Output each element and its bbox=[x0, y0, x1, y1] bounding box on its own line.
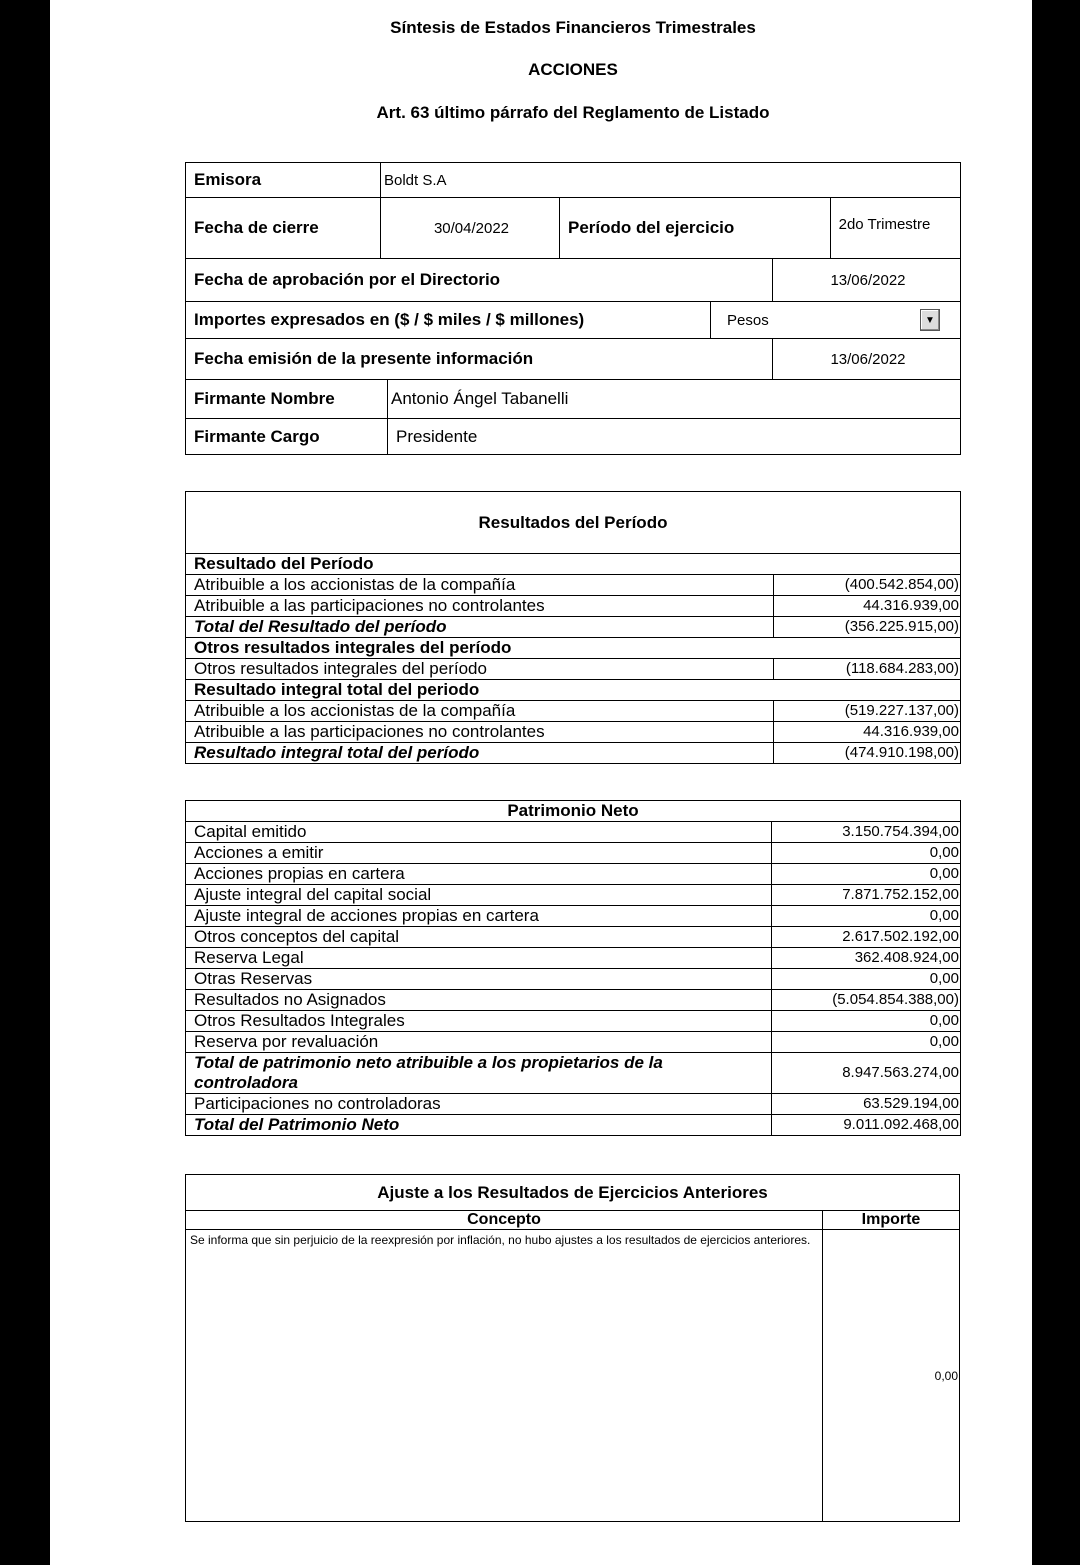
row-label: Otros Resultados Integrales bbox=[186, 1011, 772, 1032]
row-label: Otros resultados integrales del período bbox=[186, 659, 774, 680]
row-value: 0,00 bbox=[772, 843, 961, 864]
section-label: Resultado integral total del periodo bbox=[186, 680, 961, 701]
row-label: Resultados no Asignados bbox=[186, 990, 772, 1011]
emision-label: Fecha emisión de la presente información bbox=[186, 339, 773, 380]
emisora-label: Emisora bbox=[186, 163, 381, 198]
table-row bbox=[186, 638, 961, 659]
table-row bbox=[186, 575, 961, 596]
importe-header: Importe bbox=[823, 1211, 960, 1230]
periodo-label: Período del ejercicio bbox=[560, 198, 831, 259]
row-label: Otras Reservas bbox=[186, 969, 772, 990]
row-value: 0,00 bbox=[772, 864, 961, 885]
row-label: Otros conceptos del capital bbox=[186, 927, 772, 948]
ajuste-table bbox=[185, 1174, 960, 1522]
row-label: Total del Patrimonio Neto bbox=[186, 1115, 772, 1136]
section-label: Resultado del Período bbox=[186, 554, 961, 575]
row-value: 0,00 bbox=[772, 1011, 961, 1032]
row-label: Participaciones no controladoras bbox=[186, 1094, 772, 1115]
table-row bbox=[186, 885, 961, 906]
row-value: 362.408.924,00 bbox=[772, 948, 961, 969]
row-value: 44.316.939,00 bbox=[774, 722, 961, 743]
row-label: Ajuste integral del capital social bbox=[186, 885, 772, 906]
row-value: 0,00 bbox=[772, 969, 961, 990]
row-value: (118.684.283,00) bbox=[774, 659, 961, 680]
patrimonio-title: Patrimonio Neto bbox=[186, 801, 961, 822]
firmante-cargo-label: Firmante Cargo bbox=[186, 419, 388, 455]
table-row bbox=[186, 659, 961, 680]
row-value: 0,00 bbox=[772, 906, 961, 927]
table-row bbox=[186, 596, 961, 617]
row-value: 0,00 bbox=[772, 1032, 961, 1053]
firmante-nombre-label: Firmante Nombre bbox=[186, 380, 388, 419]
importes-label: Importes expresados en ($ / $ miles / $ millones) bbox=[186, 302, 711, 339]
fecha-cierre-label: Fecha de cierre bbox=[186, 198, 381, 259]
table-row bbox=[186, 722, 961, 743]
row-label: Atribuible a las participaciones no controlantes bbox=[186, 596, 774, 617]
row-label: Reserva por revaluación bbox=[186, 1032, 772, 1053]
row-value: 9.011.092.468,00 bbox=[772, 1115, 961, 1136]
table-row bbox=[186, 1115, 961, 1136]
importe-value: 0,00 bbox=[823, 1230, 960, 1522]
concepto-header: Concepto bbox=[186, 1211, 823, 1230]
firmante-cargo-value: Presidente bbox=[388, 419, 961, 455]
firmante-table bbox=[185, 379, 961, 455]
table-row bbox=[186, 843, 961, 864]
table-row bbox=[186, 680, 961, 701]
row-value: 7.871.752.152,00 bbox=[772, 885, 961, 906]
resultados-title: Resultados del Período bbox=[186, 492, 961, 554]
concepto-text: Se informa que sin perjuicio de la reexpresión por inflación, no hubo ajustes a los resultados de ejercicios anteriores. bbox=[186, 1230, 823, 1522]
row-label: Reserva Legal bbox=[186, 948, 772, 969]
row-value: 63.529.194,00 bbox=[772, 1094, 961, 1115]
row-value: 8.947.563.274,00 bbox=[772, 1053, 961, 1094]
table-row bbox=[186, 701, 961, 722]
table-row bbox=[186, 554, 961, 575]
document-subtitle: ACCIONES bbox=[528, 60, 618, 79]
currency-select-value: Pesos bbox=[727, 311, 769, 329]
currency-select[interactable] bbox=[711, 302, 961, 339]
row-label: Total del Resultado del período bbox=[186, 617, 774, 638]
issuer-info-table bbox=[185, 162, 961, 259]
table-row bbox=[186, 617, 961, 638]
importes-table bbox=[185, 301, 961, 339]
table-row bbox=[186, 1053, 961, 1094]
row-value: (5.054.854.388,00) bbox=[772, 990, 961, 1011]
row-value: (400.542.854,00) bbox=[774, 575, 961, 596]
table-row bbox=[186, 1011, 961, 1032]
approval-table bbox=[185, 258, 961, 302]
row-value: (474.910.198,00) bbox=[774, 743, 961, 764]
emisora-value: Boldt S.A bbox=[381, 163, 961, 198]
row-label: Total de patrimonio neto atribuible a los propietarios de la controladora bbox=[186, 1053, 772, 1094]
patrimonio-table bbox=[185, 800, 961, 1136]
row-value: 3.150.754.394,00 bbox=[772, 822, 961, 843]
row-label: Atribuible a las participaciones no controlantes bbox=[186, 722, 774, 743]
emision-value: 13/06/2022 bbox=[773, 339, 961, 380]
table-row bbox=[186, 906, 961, 927]
section-label: Otros resultados integrales del período bbox=[186, 638, 961, 659]
emision-table bbox=[185, 338, 961, 380]
table-row bbox=[186, 864, 961, 885]
row-label: Acciones propias en cartera bbox=[186, 864, 772, 885]
table-row bbox=[186, 822, 961, 843]
table-row bbox=[186, 743, 961, 764]
row-value: (519.227.137,00) bbox=[774, 701, 961, 722]
table-row bbox=[186, 990, 961, 1011]
row-value: (356.225.915,00) bbox=[774, 617, 961, 638]
document-article: Art. 63 último párrafo del Reglamento de Listado bbox=[376, 103, 770, 122]
row-value: 2.617.502.192,00 bbox=[772, 927, 961, 948]
periodo-value: 2do Trimestre bbox=[830, 198, 960, 259]
aprobacion-label: Fecha de aprobación por el Directorio bbox=[186, 259, 773, 302]
row-value: 44.316.939,00 bbox=[774, 596, 961, 617]
row-label: Atribuible a los accionistas de la compañía bbox=[186, 575, 774, 596]
dropdown-arrow-icon[interactable]: ▼ bbox=[920, 309, 940, 331]
ajuste-title: Ajuste a los Resultados de Ejercicios Anteriores bbox=[186, 1175, 960, 1211]
document-title: Síntesis de Estados Financieros Trimestrales bbox=[390, 18, 756, 37]
table-row bbox=[186, 969, 961, 990]
table-row bbox=[186, 927, 961, 948]
firmante-nombre-value: Antonio Ángel Tabanelli bbox=[388, 380, 961, 419]
table-row bbox=[186, 1032, 961, 1053]
table-row bbox=[186, 1094, 961, 1115]
fecha-cierre-value: 30/04/2022 bbox=[381, 198, 560, 259]
resultados-table bbox=[185, 491, 961, 764]
aprobacion-value: 13/06/2022 bbox=[773, 259, 961, 302]
row-label: Capital emitido bbox=[186, 822, 772, 843]
document-page bbox=[50, 0, 1032, 1565]
row-label: Resultado integral total del período bbox=[186, 743, 774, 764]
row-label: Acciones a emitir bbox=[186, 843, 772, 864]
table-row bbox=[186, 948, 961, 969]
row-label: Atribuible a los accionistas de la compañía bbox=[186, 701, 774, 722]
row-label: Ajuste integral de acciones propias en cartera bbox=[186, 906, 772, 927]
